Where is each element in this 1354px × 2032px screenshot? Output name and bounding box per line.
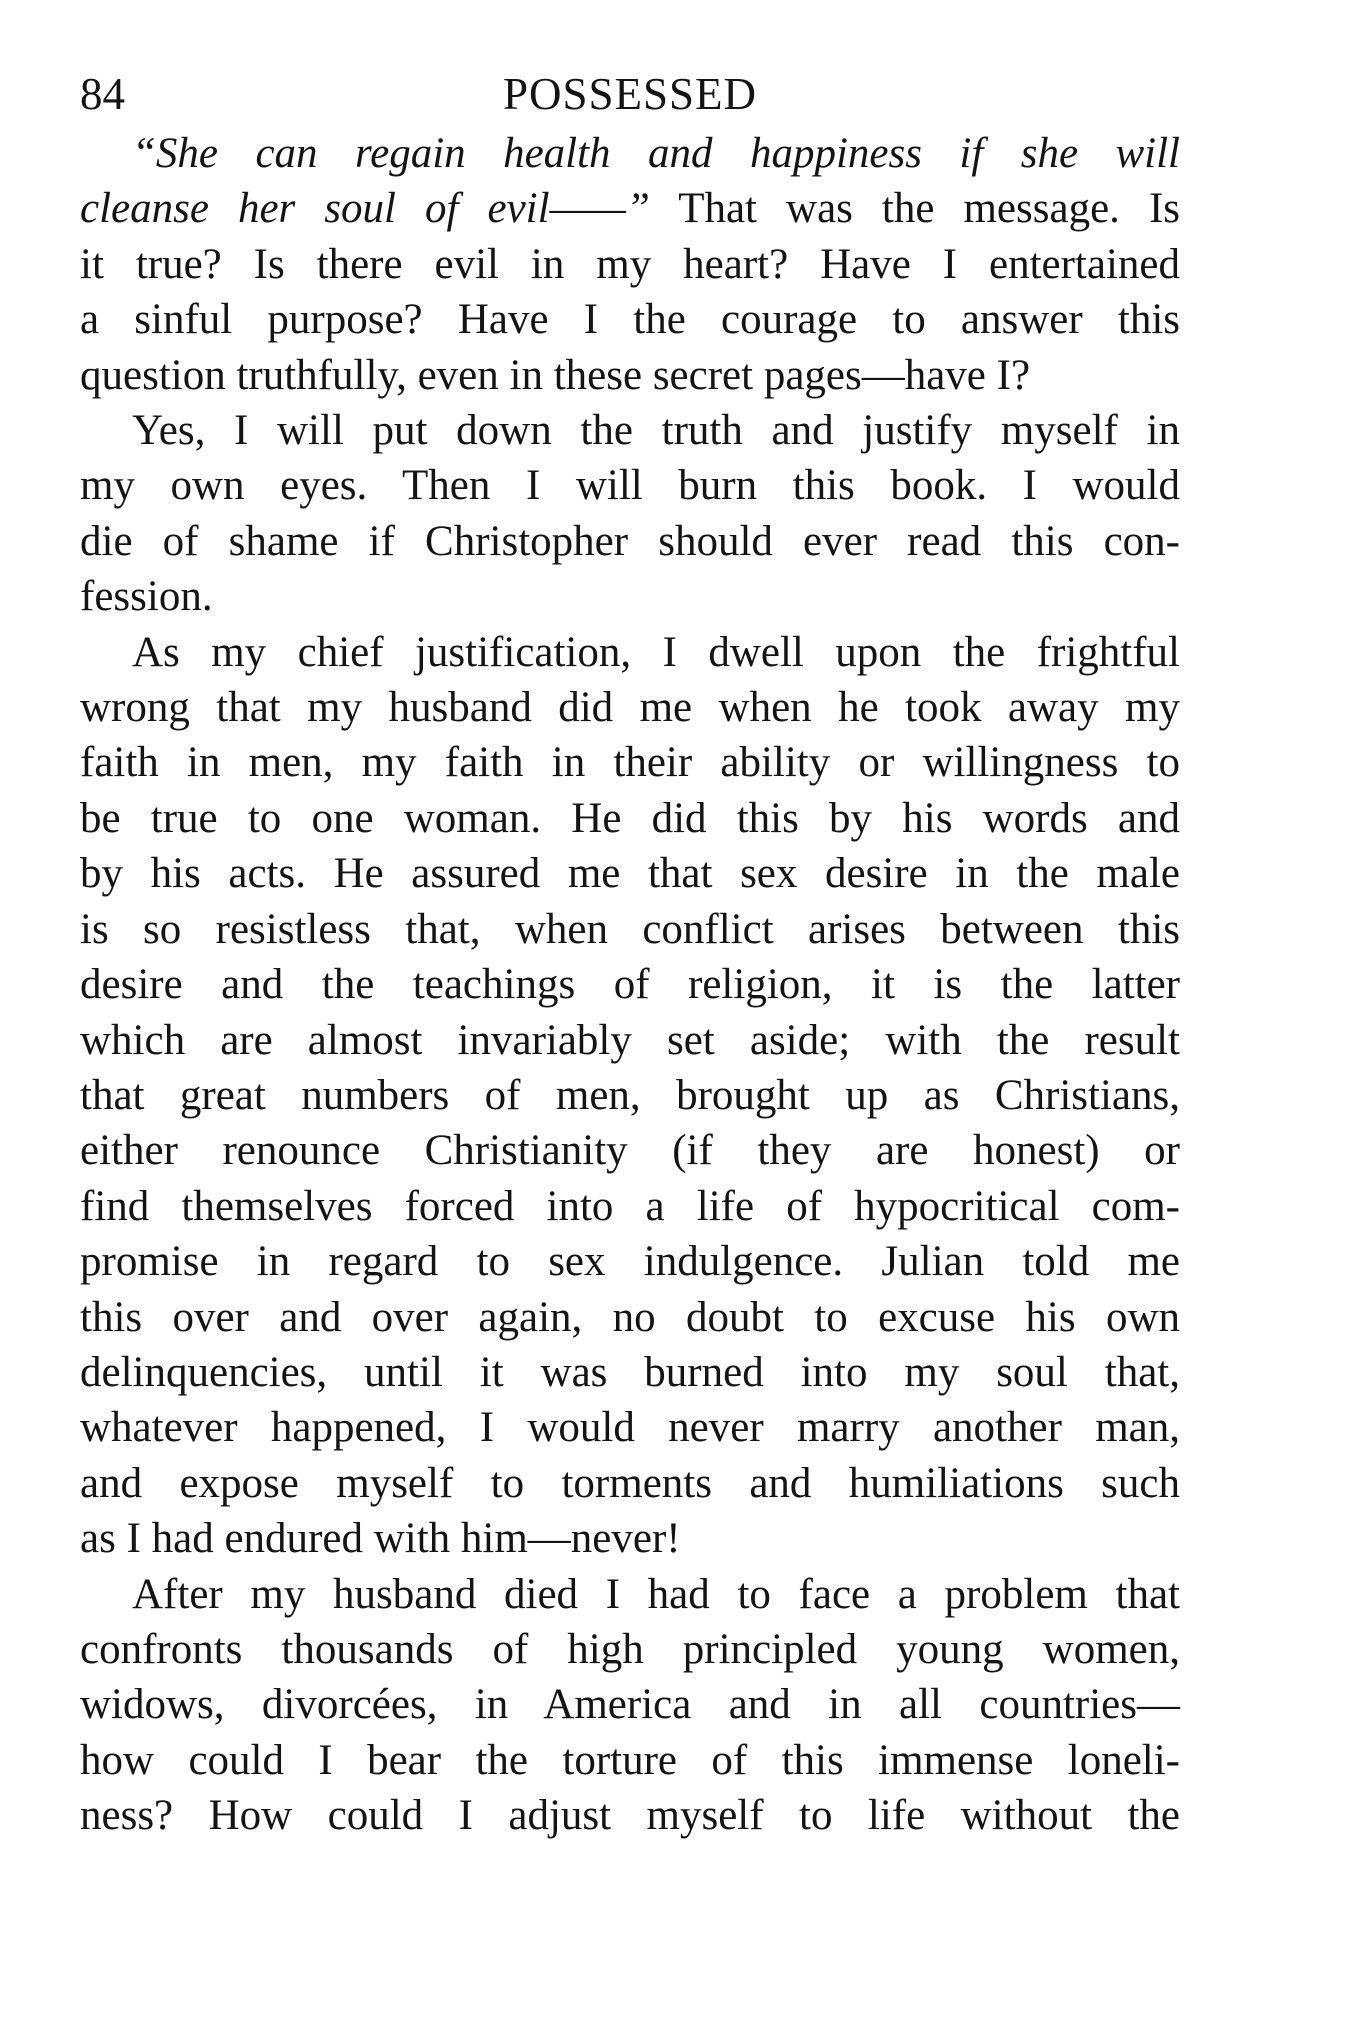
running-title: POSSESSED <box>502 69 758 119</box>
line-text: Yes, I will put down the truth and justify myself in <box>132 407 1180 455</box>
line-text: whatever happened, I would never marry another man, <box>80 1404 1180 1452</box>
text-line <box>80 237 1180 292</box>
line-text: either renounce Christianity (if they are honest) or <box>80 1127 1180 1175</box>
text-line <box>80 458 1180 513</box>
line-text: That was the message. Is <box>649 185 1180 233</box>
book-page <box>80 62 1180 1844</box>
text-line <box>80 1456 1180 1511</box>
line-text: my own eyes. Then I will burn this book. I would <box>80 462 1180 510</box>
line-text: fession. <box>80 573 213 621</box>
line-text: die of shame if Christopher should ever read this con- <box>80 517 1180 565</box>
line-text: desire and the teachings of religion, it is the latter <box>80 961 1180 1009</box>
line-text: and expose myself to torments and humiliations such <box>80 1459 1180 1507</box>
text-line <box>80 902 1180 957</box>
italic-text: “She can regain health and happiness if she will <box>132 130 1180 177</box>
italic-text: cleanse her soul of evil——” <box>80 185 650 233</box>
line-text: find themselves forced into a life of hypocritical com- <box>80 1182 1180 1230</box>
text-line <box>80 1234 1180 1289</box>
line-text: how could I bear the torture of this immense loneli- <box>80 1736 1180 1784</box>
text-line <box>80 1345 1180 1400</box>
body-text <box>80 126 1180 1844</box>
text-line <box>80 1622 1180 1677</box>
text-line <box>80 1400 1180 1455</box>
line-text: delinquencies, until it was burned into my soul that, <box>80 1348 1180 1396</box>
paragraph <box>80 126 1180 403</box>
paragraph <box>80 1567 1180 1844</box>
page-number: 84 <box>80 69 125 119</box>
text-line <box>80 403 1180 458</box>
text-line <box>80 1677 1180 1732</box>
line-text: faith in men, my faith in their ability or willingness to <box>80 739 1180 787</box>
text-line <box>80 1013 1180 1068</box>
line-text: confronts thousands of high principled young women, <box>80 1625 1180 1673</box>
running-head <box>80 62 1180 126</box>
text-line <box>80 126 1180 181</box>
line-text: a sinful purpose? Have I the courage to answer this <box>80 296 1180 344</box>
line-text: ness? How could I adjust myself to life without the <box>80 1792 1180 1840</box>
text-line <box>80 1788 1180 1843</box>
text-line <box>80 514 1180 569</box>
text-line <box>80 1068 1180 1123</box>
text-line <box>80 292 1180 347</box>
text-line <box>80 846 1180 901</box>
line-text: be true to one woman. He did this by his words and <box>80 794 1180 842</box>
line-text: this over and over again, no doubt to excuse his own <box>80 1293 1180 1341</box>
text-line <box>80 1290 1180 1345</box>
line-text: wrong that my husband did me when he took away my <box>80 684 1180 732</box>
text-line <box>80 348 1180 403</box>
text-line <box>80 625 1180 680</box>
text-line <box>80 957 1180 1012</box>
text-line <box>80 1567 1180 1622</box>
line-text: widows, divorcées, in America and in all countries— <box>80 1681 1180 1729</box>
paragraph <box>80 625 1180 1567</box>
text-line <box>80 791 1180 846</box>
line-text: After my husband died I had to face a problem that <box>132 1570 1180 1618</box>
line-text: is so resistless that, when conflict arises between this <box>80 905 1180 953</box>
line-text: it true? Is there evil in my heart? Have I entertained <box>80 240 1180 288</box>
text-line <box>80 1123 1180 1178</box>
line-text: promise in regard to sex indulgence. Julian told me <box>80 1238 1180 1286</box>
line-text: by his acts. He assured me that sex desire in the male <box>80 850 1180 898</box>
line-text: which are almost invariably set aside; with the result <box>80 1016 1180 1064</box>
text-line <box>80 1179 1180 1234</box>
text-line <box>80 1733 1180 1788</box>
paragraph <box>80 403 1180 625</box>
text-line <box>80 680 1180 735</box>
text-line <box>80 1511 1180 1566</box>
line-text: that great numbers of men, brought up as Christians, <box>80 1071 1180 1119</box>
line-text: as I had endured with him—never! <box>80 1515 681 1563</box>
text-line <box>80 735 1180 790</box>
line-text: As my chief justification, I dwell upon the frightful <box>132 628 1180 676</box>
text-line <box>80 569 1180 624</box>
line-text: question truthfully, even in these secret pages—have I? <box>80 351 1031 399</box>
text-line <box>80 181 1180 236</box>
